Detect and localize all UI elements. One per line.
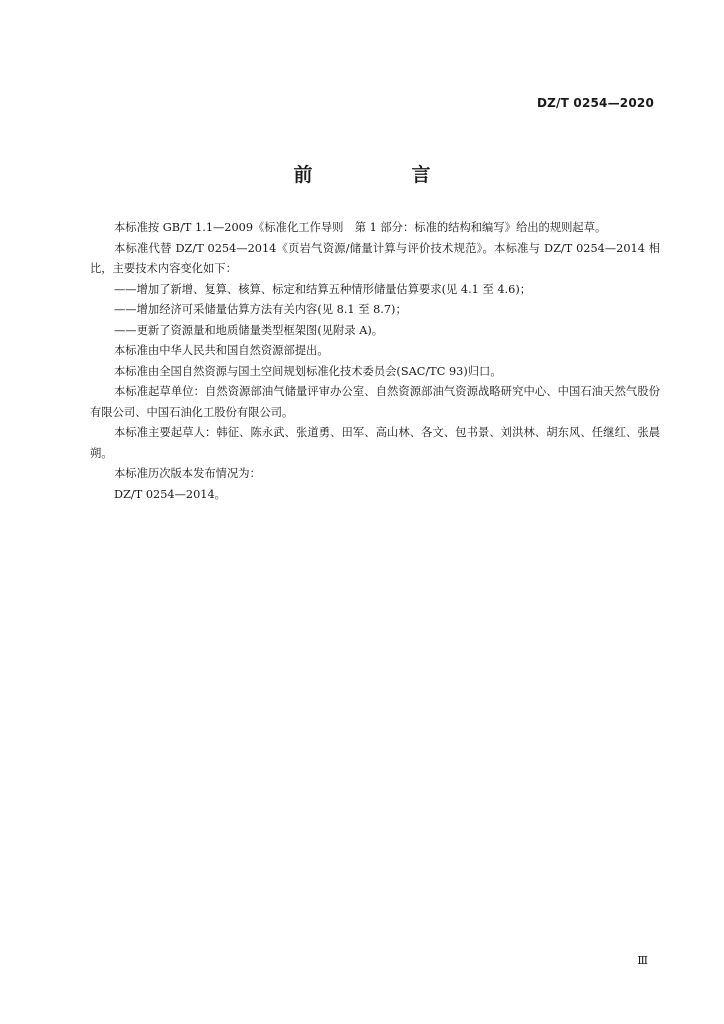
paragraph-drafting-rules: 本标准按 GB/T 1.1—2009《标准化工作导则 第 1 部分：标准的结构和编写》给出的规则起草。 [114, 221, 607, 234]
page-number: Ⅲ [637, 954, 648, 967]
paragraph-history-version: DZ/T 0254—2014。 [114, 487, 226, 501]
foreword-body [90, 218, 660, 505]
standard-code: DZ/T 0254—2020 [536, 96, 654, 110]
change-item: ——增加了新增、复算、核算、标定和结算五种情形储量估算要求(见 4.1 至 4.6)； [114, 282, 532, 296]
paragraph-replaces: 本标准代替 DZ/T 0254—2014《页岩气资源/储量计算与评价技术规范》。本标准与 DZ/T 0254—2014 相比，主要技术内容变化如下： [90, 241, 660, 275]
paragraph-drafters: 本标准主要起草人：韩征、陈永武、张道勇、田军、高山林、各文、包书景、刘洪林、胡东风、任继红、张晨朔。 [90, 426, 660, 460]
change-item: ——更新了资源量和地质储量类型框架图(见附录 A)。 [114, 323, 384, 337]
change-item: ——增加经济可采储量估算方法有关内容(见 8.1 至 8.7)； [114, 303, 407, 316]
paragraph-history-heading: 本标准历次版本发布情况为： [114, 467, 261, 480]
page-title: 前 言 [293, 164, 471, 186]
paragraph-drafting-units: 本标准起草单位：自然资源部油气储量评审办公室、自然资源部油气资源战略研究中心、中国石油天然气股份有限公司、中国石油化工股份有限公司。 [90, 385, 660, 419]
paragraph-proposer: 本标准由中华人民共和国自然资源部提出。 [114, 344, 329, 357]
paragraph-committee: 本标准由全国自然资源与国土空间规划标准化技术委员会(SAC/TC 93)归口。 [114, 364, 502, 378]
